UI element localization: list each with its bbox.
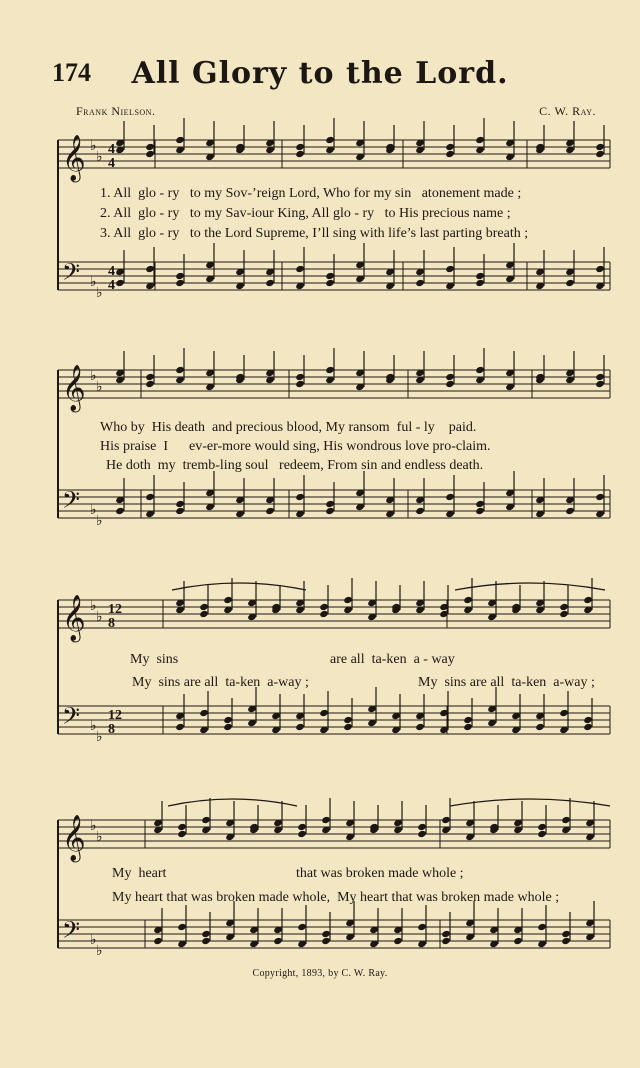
svg-text:𝄞: 𝄞 bbox=[62, 365, 86, 411]
chorus2-line1-b: that was broken made whole ; bbox=[296, 866, 464, 881]
svg-text:♭: ♭ bbox=[90, 274, 97, 290]
svg-text:𝄢: 𝄢 bbox=[62, 486, 81, 519]
chorus1-line1-a: My sins bbox=[130, 652, 179, 667]
verse3-line-system2: He doth my tremb-ling soul redeem, From sin and endless death. bbox=[106, 458, 484, 473]
svg-text:♭: ♭ bbox=[96, 285, 103, 301]
verse2-line-system2: His praise I ev-er-more would sing, His wondrous love pro-claim. bbox=[100, 439, 491, 454]
svg-text:♭: ♭ bbox=[90, 932, 97, 948]
svg-text:12: 12 bbox=[108, 602, 122, 617]
verse1-line-system1: 1. All glo - ry to my Sov-’reign Lord, Who for my sin atonement made ; bbox=[100, 186, 522, 201]
svg-text:𝄞: 𝄞 bbox=[62, 595, 86, 641]
chorus1-line1-b: are all ta-ken a - way bbox=[330, 652, 455, 667]
svg-text:12: 12 bbox=[108, 708, 122, 723]
verse2-line-system1: 2. All glo - ry to my Sav-iour King, All glo - ry to His precious name ; bbox=[100, 206, 511, 221]
svg-text:♭: ♭ bbox=[96, 149, 103, 165]
svg-text:♭: ♭ bbox=[90, 598, 97, 614]
svg-text:♭: ♭ bbox=[96, 379, 103, 395]
svg-text:𝄢: 𝄢 bbox=[62, 916, 81, 949]
composer-credit: C. W. Ray. bbox=[539, 104, 596, 118]
svg-text:8: 8 bbox=[108, 616, 115, 631]
svg-text:𝄢: 𝄢 bbox=[62, 258, 81, 291]
svg-text:𝄢: 𝄢 bbox=[62, 702, 81, 735]
verse1-line-system2: Who by His death and precious blood, My ransom ful - ly paid. bbox=[100, 420, 477, 435]
staff-lines bbox=[58, 140, 610, 948]
author-credit: Frank Nielson. bbox=[76, 104, 156, 118]
svg-text:♭: ♭ bbox=[96, 729, 103, 745]
svg-text:♭: ♭ bbox=[90, 718, 97, 734]
svg-text:4: 4 bbox=[108, 278, 115, 293]
svg-text:4: 4 bbox=[108, 156, 115, 171]
svg-text:♭: ♭ bbox=[90, 368, 97, 384]
chorus1-line2-b: My sins are all ta-ken a-way ; bbox=[418, 675, 595, 690]
copyright-notice: Copyright, 1893, by C. W. Ray. bbox=[252, 968, 388, 979]
svg-text:♭: ♭ bbox=[96, 829, 103, 845]
svg-text:𝄞: 𝄞 bbox=[62, 135, 86, 181]
svg-text:4: 4 bbox=[108, 142, 115, 157]
chorus2-line1-a: My heart bbox=[112, 866, 167, 881]
hymn-title: All Glory to the Lord. bbox=[131, 56, 509, 91]
page-number: 174 bbox=[52, 58, 91, 87]
svg-text:𝄞: 𝄞 bbox=[62, 815, 86, 861]
noteheads bbox=[115, 118, 605, 948]
svg-text:♭: ♭ bbox=[90, 818, 97, 834]
svg-text:4: 4 bbox=[108, 264, 115, 279]
svg-text:8: 8 bbox=[108, 722, 115, 737]
svg-text:♭: ♭ bbox=[90, 138, 97, 154]
svg-text:♭: ♭ bbox=[96, 513, 103, 529]
chorus1-line2-a: My sins are all ta-ken a-way ; bbox=[132, 675, 309, 690]
verse3-line-system1: 3. All glo - ry to the Lord Supreme, I’ll sing with life’s last parting breath ; bbox=[100, 226, 529, 241]
svg-text:♭: ♭ bbox=[90, 502, 97, 518]
chorus2-line2: My heart that was broken made whole, My heart that was broken made whole ; bbox=[112, 890, 560, 905]
svg-text:♭: ♭ bbox=[96, 609, 103, 625]
clef-glyphs bbox=[62, 135, 103, 959]
svg-text:♭: ♭ bbox=[96, 943, 103, 959]
